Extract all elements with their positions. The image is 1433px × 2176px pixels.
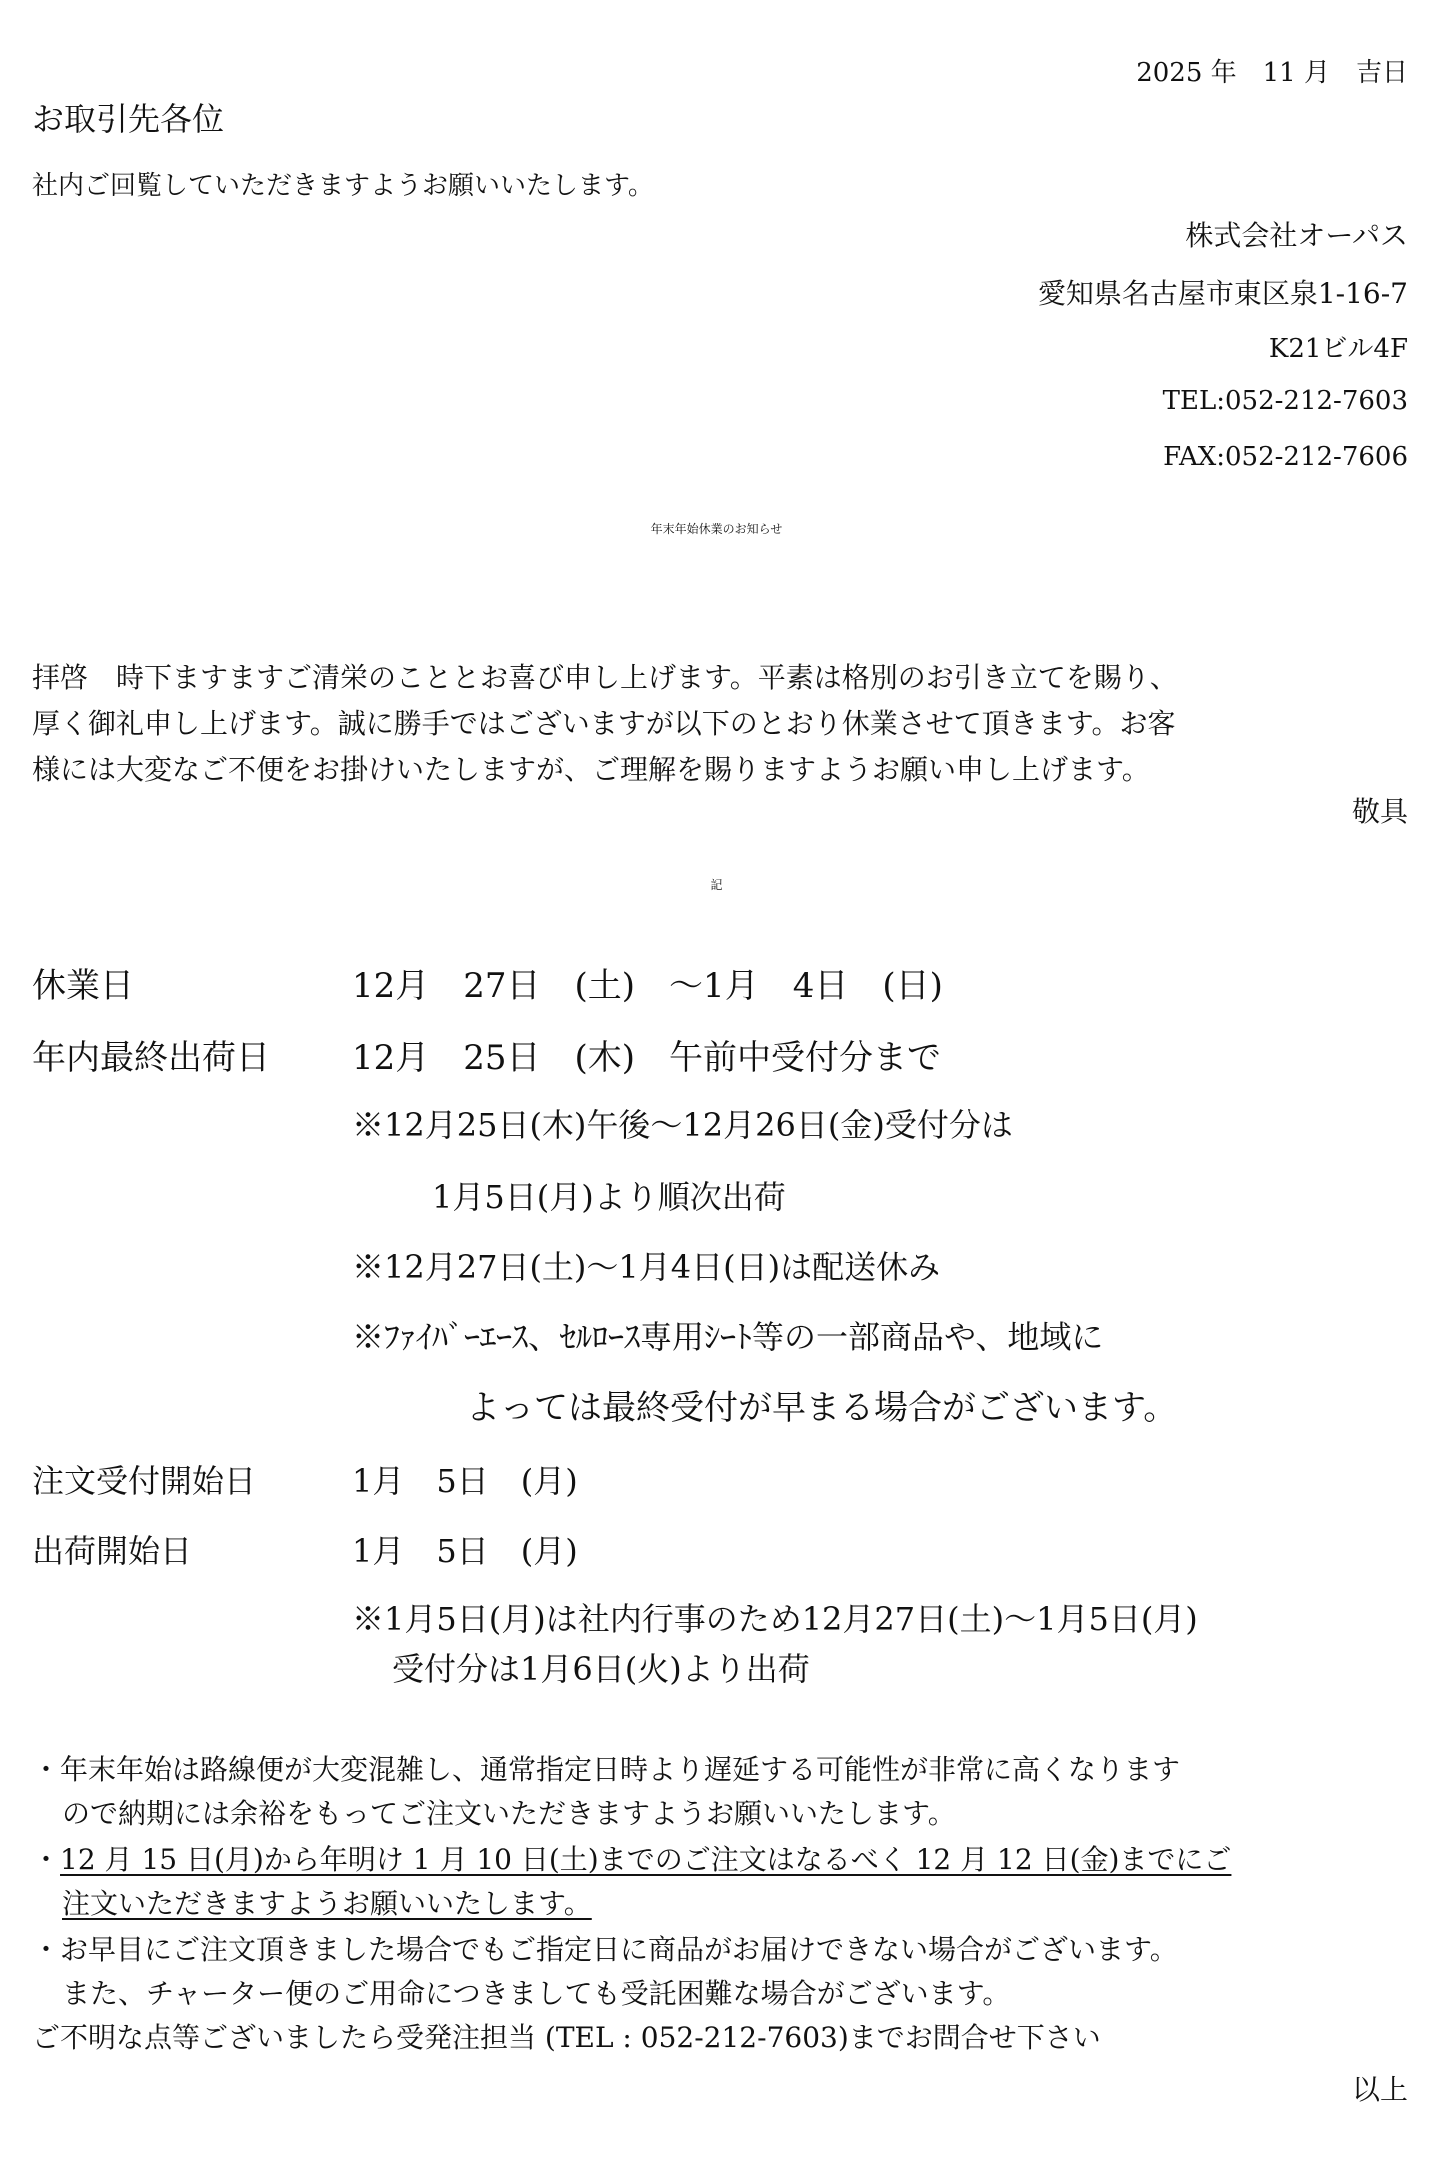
order-start-label: 注文受付開始日 [32,1462,257,1500]
list-item-continuation: また、チャーター便のご用命につきましても受託困難な場合がございます。 [62,1977,1011,2010]
note-line: 1月5日(月)より順次出荷 [432,1178,786,1216]
greeting-line: 拝啓 時下ますますご清栄のこととお喜び申し上げます。平素は格別のお引き立てを賜り、 [32,661,1178,694]
greeting-closing: 敬具 [1351,795,1408,828]
sender-building: K21ビル4F [1268,334,1408,364]
list-item: ・お早目にご注文頂きました場合でもご指定日に商品がお届けできない場合がございます。 [32,1933,1178,1966]
list-item: ・年末年始は路線便が大変混雑し、通常指定日時より遅延する可能性が非常に高くなります [32,1753,1181,1786]
list-item [32,1838,1231,1878]
ship-start-label: 出荷開始日 [32,1532,193,1570]
note-line: ※12月25日(木)午後～12月26日(金)受付分は [352,1106,1013,1144]
contact-info: ご不明な点等ございましたら受発注担当 (TEL : 052-212-7603)までお問合せ下さい [32,2021,1101,2054]
page-title: 年末年始休業のお知らせ [650,522,783,536]
addressee: お取引先各位 [32,100,225,138]
order-start-value: 1月 5日 (月) [352,1462,578,1500]
ki-heading: 記 [710,878,723,892]
list-item-continuation: 注文いただきますようお願いいたします。 [62,1887,592,1920]
issue-date: 2025 年 11 月 吉日 [1136,58,1408,88]
note-line: ※12月27日(土)～1月4日(日)は配送休み [352,1248,941,1286]
closing-end: 以上 [1351,2073,1408,2106]
note-line: 受付分は1月6日(火)より出荷 [392,1650,810,1688]
note-line: ※1月5日(月)は社内行事のため12月27日(土)～1月5日(月) [352,1600,1198,1638]
last-ship-value: 12月 25日 (木) 午前中受付分まで [352,1038,942,1078]
holiday-label: 休業日 [32,966,134,1006]
list-item-continuation: ので納期には余裕をもってご注文いただきますようお願いいたします。 [62,1797,956,1830]
note-line: よっては最終受付が早まる場合がございます。 [466,1388,1178,1428]
holiday-value: 12月 27日 (土) ～1月 4日 (日) [352,966,943,1006]
note-line: ※ﾌｧｲﾊﾞｰｴｰｽ、ｾﾙﾛｰｽ専用ｼｰﾄ等の一部商品や、地域に [352,1318,1104,1356]
sender-company: 株式会社オーパス [1185,219,1408,252]
greeting-line: 厚く御礼申し上げます。誠に勝手ではございますが以下のとおり休業させて頂きます。お客 [32,707,1176,740]
underlined-request: 12 月 15 日(月)から年明け 1 月 10 日(土)までのご注文はなるべく 12 月 12 日(金)までにご [60,1843,1232,1876]
ship-start-value: 1月 5日 (月) [352,1532,578,1570]
bullet-marker: ・ [32,1843,61,1876]
sender-fax: FAX:052-212-7606 [1163,442,1408,472]
last-ship-label: 年内最終出荷日 [32,1038,270,1078]
sender-address: 愛知県名古屋市東区泉1-16-7 [1037,277,1408,310]
sender-tel: TEL:052-212-7603 [1162,386,1408,416]
circulation-request: 社内ご回覧していただきますようお願いいたします。 [32,171,654,201]
greeting-line: 様には大変なご不便をお掛けいたしますが、ご理解を賜りますようお願い申し上げます。 [32,753,1150,786]
